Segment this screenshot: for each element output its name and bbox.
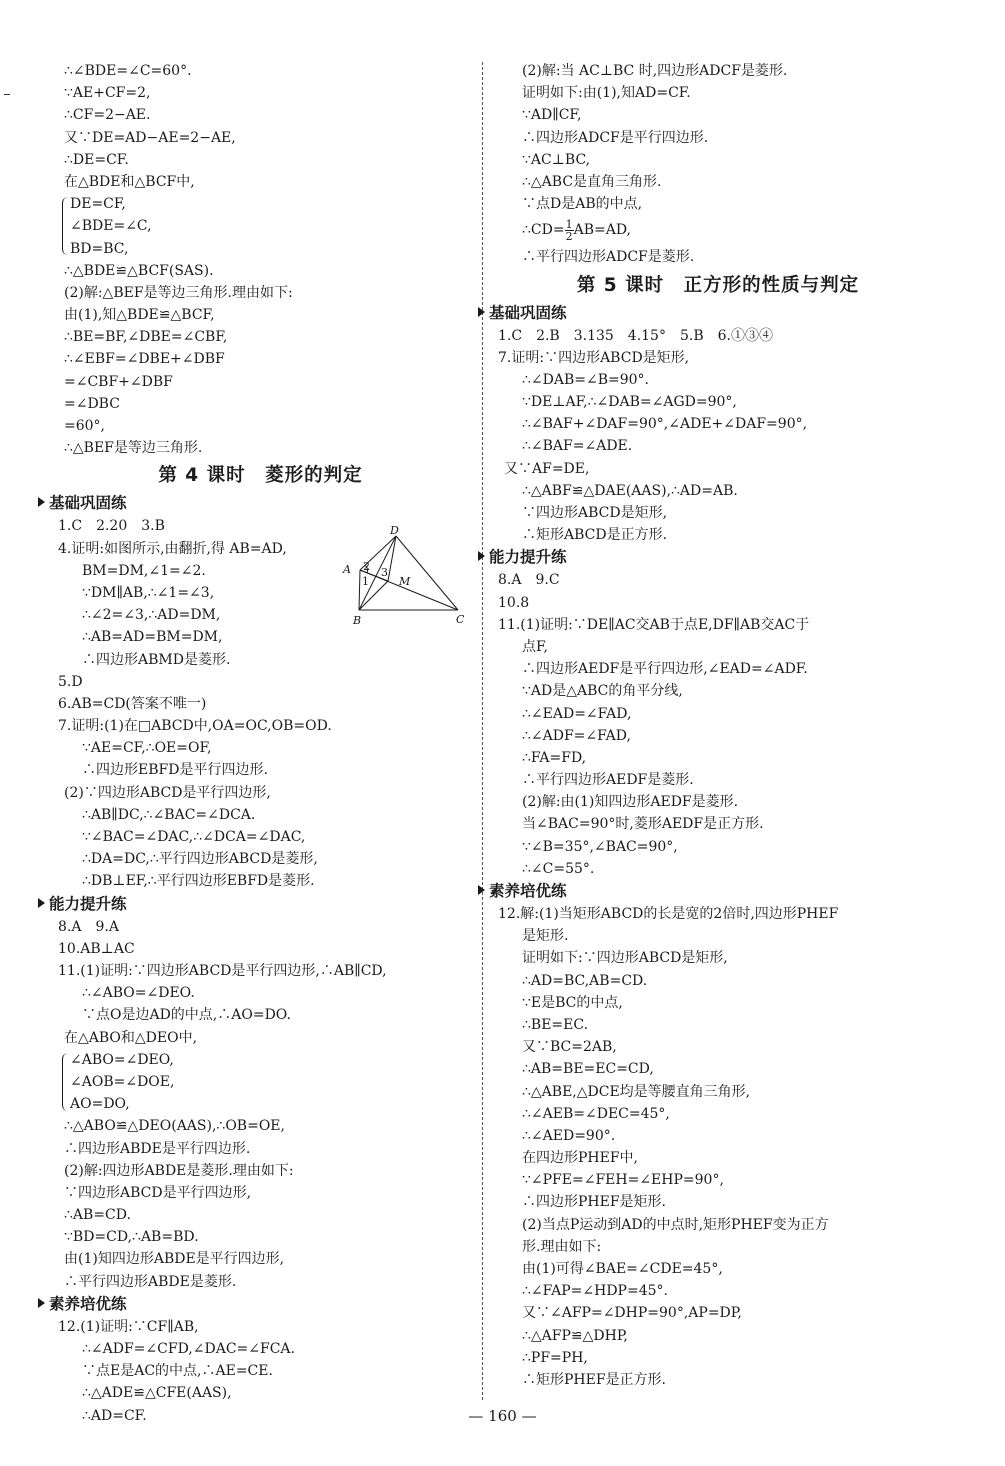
equation-system	[58, 193, 463, 260]
segment-bd	[359, 536, 396, 610]
text-line: (2)解:△BEF是等边三角形.理由如下:	[64, 284, 293, 301]
text-line: ∴△ADE≌△CFE(AAS),	[82, 1385, 232, 1402]
triangle-bullet-icon	[38, 898, 45, 908]
figure-label-a: A	[343, 563, 351, 576]
text-line: ∴四边形PHEF是矩形.	[522, 1194, 667, 1211]
text-line: ∴PF=PH,	[522, 1349, 588, 1366]
figure-label-3: 3	[381, 566, 388, 579]
section-heading: 基础巩固练	[478, 302, 938, 325]
triangle-bullet-icon	[38, 1298, 45, 1308]
text-line: ∵∠BAC=∠DAC,∴∠DCA=∠DAC,	[82, 829, 306, 846]
brace-icon	[62, 197, 69, 255]
text-line: ∴△AFP≌△DHP,	[522, 1327, 628, 1344]
text-line: ∵AC⊥BC,	[522, 151, 591, 168]
fraction-line: ∴CD= $\frac{1}{2}$ AB=AD,	[522, 217, 631, 243]
lesson-title: 第 5 课时 正方形的性质与判定	[576, 274, 860, 296]
text-line: ∴AD=CF.	[82, 1407, 147, 1424]
text-line: ∴∠ADF=∠CFD,∠DAC=∠FCA.	[82, 1341, 295, 1357]
text-line: 12.解:(1)当矩形ABCD的长是宽的2倍时,四边形PHEF	[498, 906, 839, 922]
text-line: ∴AB∥DC,∴∠BAC=∠DCA.	[82, 806, 256, 823]
text-line: BM=DM,∠1=∠2.	[82, 562, 206, 579]
text-line: ∴AB=AD=BM=DM,	[82, 629, 223, 646]
text-line: 4.证明:如图所示,由翻折,得 AB=AD,	[58, 540, 287, 557]
text-line: ∴四边形EBFD是平行四边形.	[82, 762, 268, 779]
text-line: ∴△ABE,△DCE均是等腰直角三角形,	[522, 1083, 751, 1100]
text-line: 在四边形PHEF中,	[522, 1150, 639, 1167]
text-line: ∴平行四边形ABDE是菱形.	[64, 1273, 237, 1290]
system-line: AO=DO,	[70, 1096, 130, 1113]
text-line: ∴四边形ADCF是平行四边形.	[522, 129, 709, 146]
text-line: 又∵DE=AD−AE=2−AE,	[64, 129, 236, 146]
text-line: ∴∠BAF+∠DAF=90°,∠ADE+∠DAF=90°,	[522, 416, 808, 433]
section-heading: 素养培优练	[478, 880, 938, 903]
text-line: ∴∠AED=90°.	[522, 1127, 616, 1144]
text-line: ∵AD∥CF,	[522, 107, 582, 124]
answer-line: 1.C 2.20 3.B	[58, 518, 165, 535]
left-lines-e	[58, 1115, 463, 1293]
text-line: 7.证明:∵四边形ABCD是矩形,	[498, 349, 690, 366]
text-line: ∴△ABF≌△DAE(AAS),∴AD=AB.	[522, 482, 738, 499]
text-line: 又∵BC=2AB,	[522, 1039, 617, 1056]
text-line: ∴BE=EC.	[522, 1016, 589, 1033]
text-line: 形.理由如下:	[522, 1238, 602, 1255]
text-line: =∠DBC	[64, 395, 120, 412]
text-line: =∠CBF+∠DBF	[64, 373, 173, 390]
figure-label-b: B	[353, 614, 362, 627]
text-line: ∴CF=2−AE.	[64, 107, 151, 124]
text-line: ∵BD=CD,∴AB=BD.	[64, 1229, 199, 1246]
text-line: ∵DE⊥AF,∴∠DAB=∠AGD=90°,	[522, 394, 737, 411]
text-line: ∴四边形ABMD是菱形.	[82, 651, 231, 668]
text-line: 又∵AF=DE,	[504, 460, 590, 477]
segment-dc	[396, 536, 458, 610]
text-line: ∵DM∥AB,∴∠1=∠3,	[82, 584, 215, 601]
text-line: ∵∠PFE=∠FEH=∠EHP=90°,	[522, 1172, 724, 1189]
text-line: 在△BDE和△BCF中,	[64, 173, 195, 190]
left-lines-b	[58, 260, 463, 460]
section-heading: 基础巩固练	[38, 492, 463, 515]
left-lines-a	[58, 60, 463, 193]
left-column	[49, 60, 463, 1427]
text-line: ∵E是BC的中点,	[522, 994, 623, 1011]
text-line: ∵AE+CF=2,	[64, 85, 151, 102]
triangle-bullet-icon	[478, 885, 485, 895]
text-line: 证明如下:∵四边形ABCD是矩形,	[522, 950, 728, 967]
text-line: ∵AE=CF,∴OE=OF,	[82, 740, 212, 757]
answer-line: 1.C 2.B 3.135 4.15° 5.B 6.①③④	[498, 327, 773, 344]
text-line: ∴∠EBF=∠DBE+∠DBF	[64, 351, 225, 368]
answer-line: 10.AB⊥AC	[58, 940, 135, 957]
text-line: ∵点D是AB的中点,	[522, 196, 643, 213]
text-line: ∵点O是边AD的中点,∴AO=DO.	[82, 1007, 291, 1024]
system-line: ∠ABO=∠DEO,	[70, 1051, 174, 1068]
system-line: DE=CF,	[70, 196, 126, 213]
text-line: 由(1)知四边形ABDE是平行四边形,	[64, 1251, 285, 1268]
answer-line: 8.A 9.A	[58, 918, 119, 935]
answer-line: 5.D	[58, 673, 83, 690]
text-line: ∴△BDE≌△BCF(SAS).	[64, 262, 214, 279]
text-line: ∴△BEF是等边三角形.	[64, 440, 203, 457]
text-line: ∴∠EAD=∠FAD,	[522, 705, 632, 722]
text-line: ∴DE=CF.	[64, 151, 129, 168]
figure-label-c: C	[456, 613, 465, 626]
text-line: ∵AD是△ABC的角平分线,	[522, 683, 683, 700]
figure-label-m: M	[399, 575, 411, 588]
section-heading: 能力提升练	[38, 893, 463, 916]
text-line: ∴DA=DC,∴平行四边形ABCD是菱形,	[82, 851, 318, 868]
text-line: ∴FA=FD,	[522, 749, 587, 766]
text-line: ∴平行四边形AEDF是菱形.	[522, 772, 694, 789]
text-line: 由(1),知△BDE≌△BCF,	[64, 307, 215, 324]
text-line: (2)∵四边形ABCD是平行四边形,	[64, 784, 271, 801]
system-line: ∠BDE=∠C,	[70, 218, 152, 235]
text-line: 11.(1)证明:∵DE∥AC交AB于点E,DF∥AB交AC于	[498, 616, 810, 633]
figure-label-1: 1	[362, 575, 369, 588]
left-lines-d	[58, 916, 463, 1049]
text-line: ∴∠FAP=∠HDP=45°.	[522, 1283, 668, 1300]
text-line: ∴∠BDE=∠C=60°.	[64, 63, 192, 79]
text-line: ∵点E是AC的中点,∴AE=CE.	[82, 1363, 273, 1380]
triangle-bullet-icon	[478, 307, 485, 317]
text-line: 点F,	[522, 638, 548, 655]
text-line: (2)解:当 AC⊥BC 时,四边形ADCF是菱形.	[522, 63, 788, 79]
triangle-bullet-icon	[478, 551, 485, 561]
lesson-title: 第 4 课时 菱形的判定	[158, 465, 363, 487]
text-line: ∴平行四边形ADCF是菱形.	[522, 249, 695, 266]
text-line: ∴∠2=∠3,∴AD=DM,	[82, 607, 221, 624]
text-line: (2)解:四边形ABDE是菱形.理由如下:	[64, 1162, 294, 1179]
text-line: ∴DB⊥EF,∴平行四边形EBFD是菱形.	[82, 873, 315, 890]
margin-tick	[4, 94, 10, 95]
text-line: 当∠BAC=90°时,菱形AEDF是正方形.	[522, 816, 764, 833]
figure-label-2: 2	[363, 560, 370, 573]
answer-line: 6.AB=CD(答案不唯一)	[58, 695, 207, 712]
text-line: ∴BE=BF,∠DBE=∠CBF,	[64, 329, 228, 346]
text-line: ∴∠BAF=∠ADE.	[522, 438, 633, 455]
text-line: 在△ABO和△DEO中,	[64, 1029, 198, 1046]
text-line: (2)解:由(1)知四边形AEDF是菱形.	[522, 794, 739, 811]
page-number: — 160 —	[468, 1407, 537, 1425]
segment-ab	[359, 570, 360, 610]
right-column	[489, 60, 938, 1391]
text-line: ∴∠ABO=∠DEO.	[82, 985, 195, 1002]
text-line: ∴∠C=55°.	[522, 860, 595, 877]
right-lines-b	[498, 246, 938, 268]
text-line: 由(1)可得∠BAE=∠CDE=45°,	[522, 1261, 723, 1277]
system-line: BD=BC,	[70, 240, 129, 257]
text-line: ∴AB=CD.	[64, 1207, 131, 1224]
brace-icon	[62, 1053, 69, 1111]
text-line: ∴四边形AEDF是平行四边形,∠EAD=∠ADF.	[522, 661, 808, 678]
text-line: ∴矩形ABCD是正方形.	[522, 527, 668, 544]
right-lines-d	[498, 569, 938, 880]
text-line: ∴AB=BE=EC=CD,	[522, 1061, 654, 1078]
text-line: ∴矩形PHEF是正方形.	[522, 1371, 667, 1388]
fraction: $\frac{1}{2}$	[565, 217, 573, 243]
column-divider	[482, 62, 483, 1400]
text-line: 11.(1)证明:∵四边形ABCD是平行四边形,∴AB∥CD,	[58, 962, 387, 979]
triangle-bullet-icon	[38, 497, 45, 507]
system-line: ∠AOB=∠DOE,	[70, 1073, 175, 1090]
geometry-figure	[336, 524, 471, 629]
text-line: 是矩形.	[522, 928, 569, 945]
right-lines-e	[498, 903, 938, 1391]
text-line: 12.(1)证明:∵CF∥AB,	[58, 1318, 199, 1335]
right-lines-c	[498, 325, 938, 547]
text-line: ∴∠ADF=∠FAD,	[522, 727, 631, 744]
answer-line: 10.8	[498, 594, 530, 611]
text-line: ∵四边形ABCD是矩形,	[522, 505, 668, 521]
text-line: ∵∠B=35°,∠BAC=90°,	[522, 838, 678, 855]
right-lines-a	[498, 60, 938, 215]
text-line: ∴∠DAB=∠B=90°.	[522, 371, 650, 388]
text-line: 证明如下:由(1),知AD=CF.	[522, 85, 691, 102]
text-line: ∴∠AEB=∠DEC=45°,	[522, 1105, 670, 1122]
text-line: ∵四边形ABCD是平行四边形,	[64, 1184, 252, 1201]
text-line: ∴△ABC是直角三角形.	[522, 173, 662, 190]
text-line: =60°,	[64, 418, 105, 435]
text-line: ∴四边形ABDE是平行四边形.	[64, 1140, 251, 1157]
answer-line: 8.A 9.C	[498, 572, 560, 589]
section-heading: 能力提升练	[478, 546, 938, 569]
equation-system	[58, 1049, 463, 1116]
figure-label-d: D	[390, 524, 399, 537]
text-line: 又∵∠AFP=∠DHP=90°,AP=DP,	[522, 1305, 742, 1322]
text-line: ∴△ABO≌△DEO(AAS),∴OB=OE,	[64, 1118, 285, 1135]
text-line: ∴AD=BC,AB=CD.	[522, 972, 648, 989]
text-line: (2)当点P运动到AD的中点时,矩形PHEF变为正方	[522, 1216, 829, 1233]
text-line: 7.证明:(1)在□ABCD中,OA=OC,OB=OD.	[58, 718, 332, 735]
section-heading: 素养培优练	[38, 1293, 463, 1316]
